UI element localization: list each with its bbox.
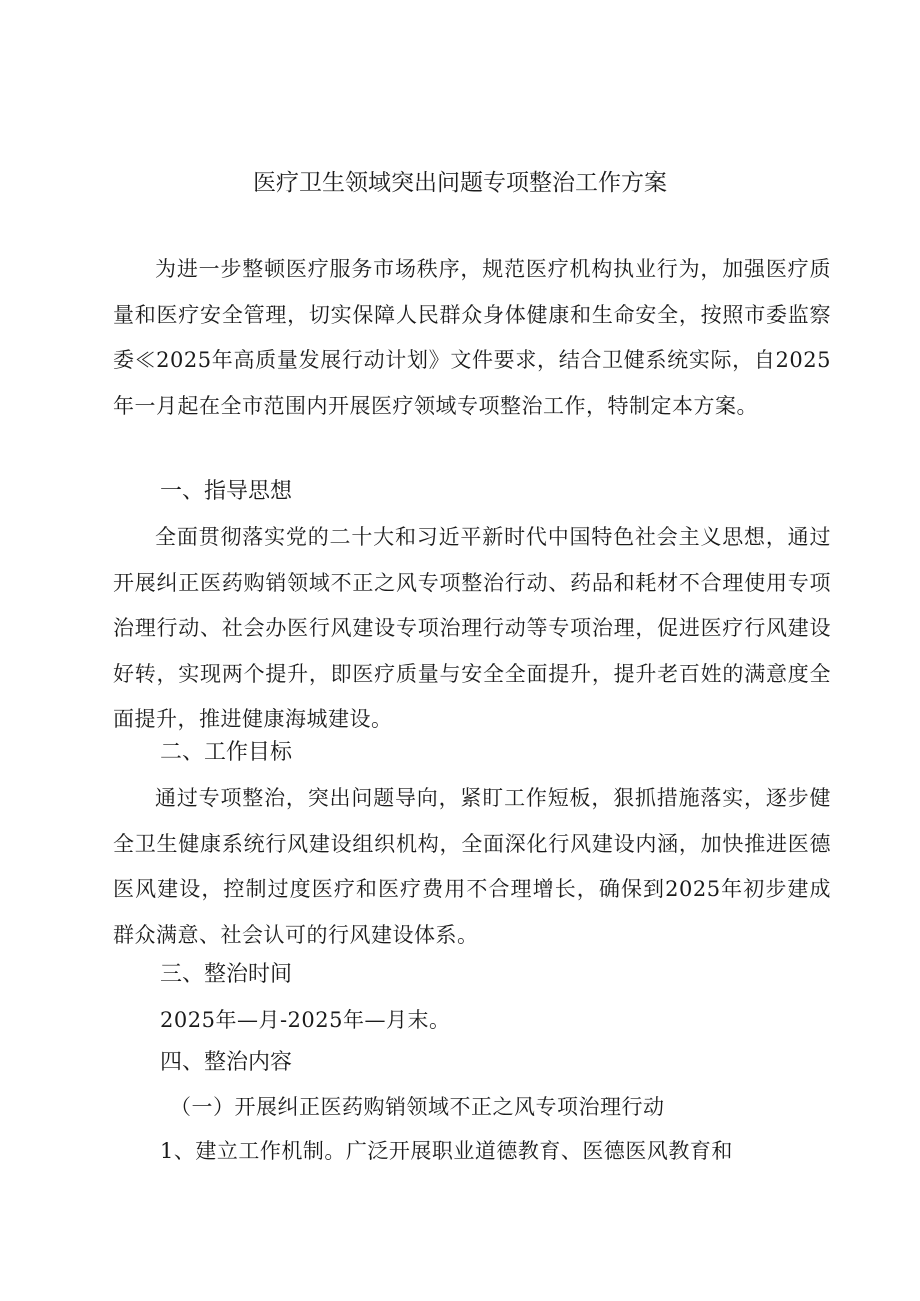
- section-heading-2: 二、工作目标: [160, 740, 293, 765]
- section-heading-1: 一、指导思想: [160, 479, 293, 504]
- section-heading-3: 三、整治时间: [160, 962, 293, 987]
- subsection-heading-4-1: （一）开展纠正医药购销领域不正之风专项治理行动: [170, 1095, 665, 1119]
- section-body-2: 通过专项整治，突出问题导向，紧盯工作短板，狠抓措施落实，逐步健全卫生健康系统行风建设组织机构，全面深化行风建设内涵，加快推进医德医风建设，控制过度医疗和医疗费用不合理增长，确保到2025年初步建成群众满意、社会认可的行风建设体系。: [113, 786, 831, 947]
- section-body-3: 2025年—月-2025年—月末。: [160, 1008, 451, 1032]
- section-heading-4: 四、整治内容: [160, 1050, 293, 1075]
- list-item-1: 1、建立工作机制。广泛开展职业道德教育、医德医风教育和: [160, 1139, 733, 1163]
- intro-paragraph: 为进一步整顿医疗服务市场秩序，规范医疗机构执业行为，加强医疗质量和医疗安全管理，切实保障人民群众身体健康和生命安全，按照市委监察委≪2025年高质量发展行动计划》文件要求，结合卫健系统实际，自2025年一月起在全市范围内开展医疗领域专项整治工作，特制定本方案。: [113, 257, 831, 418]
- section-body-1: 全面贯彻落实党的二十大和习近平新时代中国特色社会主义思想，通过开展纠正医药购销领域不正之风专项整治行动、药品和耗材不合理使用专项治理行动、社会办医行风建设专项治理行动等专项治理，促进医疗行风建设好转，实现两个提升，即医疗质量与安全全面提升，提升老百姓的满意度全面提升，推进健康海城建设。: [113, 525, 831, 731]
- document-title: 医疗卫生领域突出问题专项整治工作方案: [253, 170, 667, 196]
